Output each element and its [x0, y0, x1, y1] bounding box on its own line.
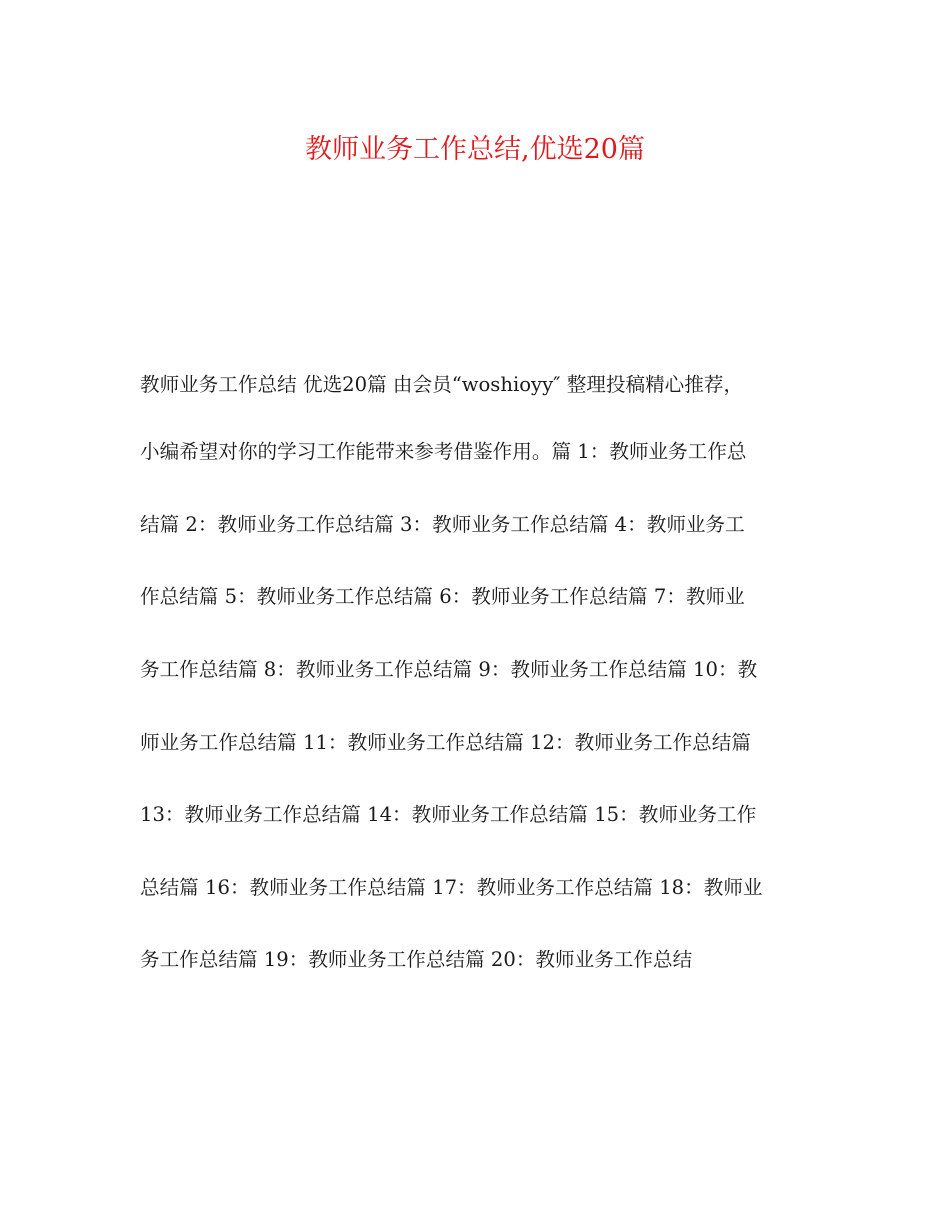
body-line: 务工作总结篇 19：教师业务工作总结篇 20：教师业务工作总结 [140, 948, 693, 971]
document-title: 教师业务工作总结,优选20篇 [305, 134, 645, 165]
body-line: 小编希望对你的学习工作能带来参考借鉴作用。篇 1：教师业务工作总 [140, 440, 747, 463]
body-line: 师业务工作总结篇 11：教师业务工作总结篇 12：教师业务工作总结篇 [140, 731, 751, 754]
body-line: 务工作总结篇 8：教师业务工作总结篇 9：教师业务工作总结篇 10：教 [140, 658, 758, 681]
body-line: 13：教师业务工作总结篇 14：教师业务工作总结篇 15：教师业务工作 [140, 803, 757, 826]
body-line: 总结篇 16：教师业务工作总结篇 17：教师业务工作总结篇 18：教师业 [140, 876, 763, 899]
body-line: 作总结篇 5：教师业务工作总结篇 6：教师业务工作总结篇 7：教师业 [140, 585, 745, 608]
body-line: 结篇 2：教师业务工作总结篇 3：教师业务工作总结篇 4：教师业务工 [140, 513, 745, 536]
body-line: 教师业务工作总结 优选20篇 由会员“woshioyy″ 整理投稿精心推荐， [140, 373, 744, 396]
